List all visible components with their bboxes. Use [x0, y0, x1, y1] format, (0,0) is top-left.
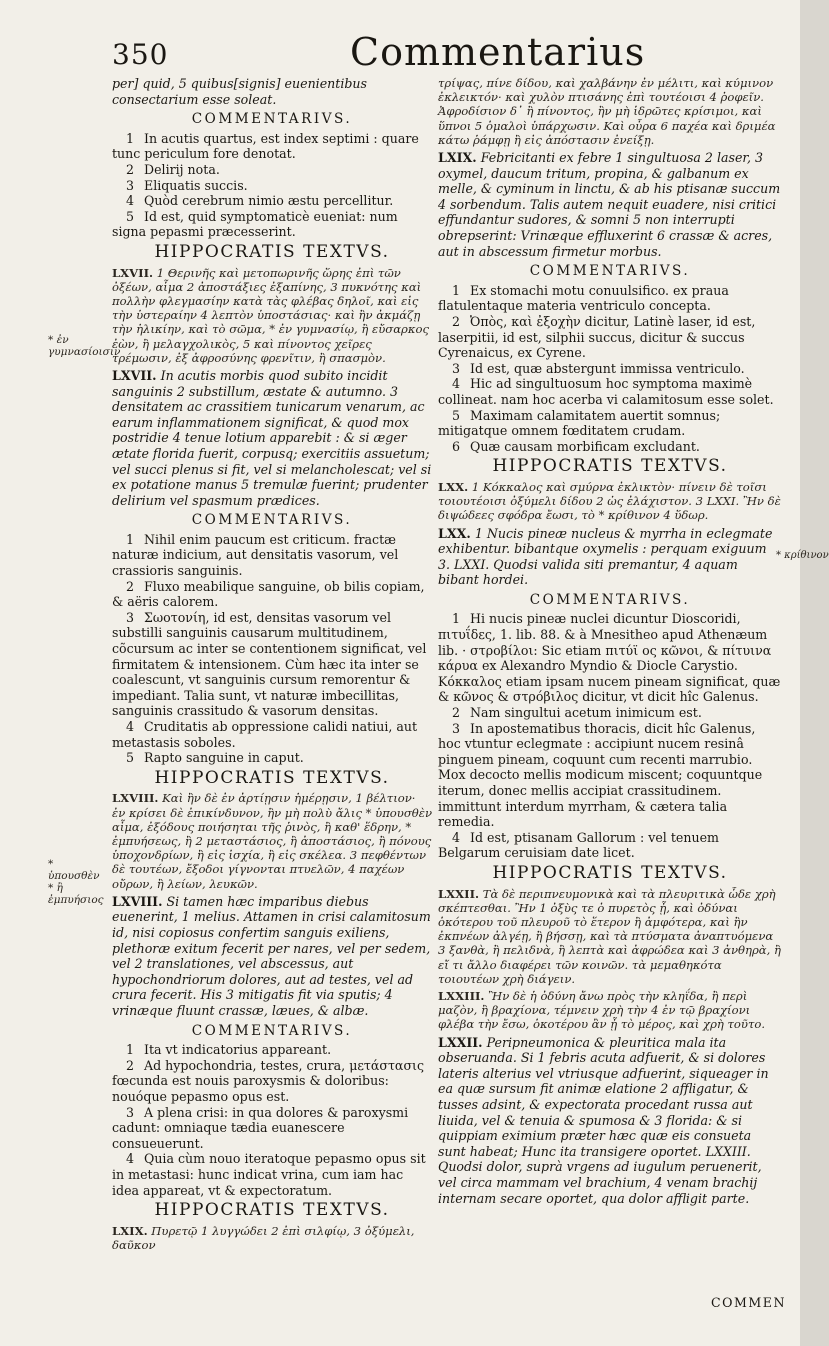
point-number: 4 — [452, 829, 461, 845]
point-text: Quæ causam morbificam excludant. — [470, 438, 700, 454]
point-text: Maximam calamitatem auertit somnus; mitigatque omnem fœditatem crudam. — [438, 407, 721, 439]
point-number: 5 — [126, 208, 135, 224]
text-heading: HIPPOCRATIS TEXTVS. — [154, 241, 390, 262]
commentary-point — [112, 610, 432, 719]
point-text: Nam singultui acetum inimicum est. — [470, 705, 702, 721]
point-text: Hi nucis pineæ nuclei dicuntur Dioscoridi, πιτυΐδες, 1. lib. 88. & à Mnesitheo apud Athenæum lib. · στροβίλοι: Sic etiam πιτύϊ ος κῶνοι, & πίτυινα κάρυα ex Alexandro Myndio & Diocle Carystio. Κόκκαλος etiam ipsam nucem pineam significat, quæ & κῶνος & στρόβιλος dicitur, vt dicit hîc Galenus. — [438, 611, 781, 705]
paragraph-text: per] quid, 5 quibus[signis] euenientibus consectarium esse soleat. — [112, 76, 367, 107]
paragraph-text: Καὶ ἢν δὲ ἐν ἀρτίῃσιν ἡμέρῃσιν, 1 βέλτιον· ἐν κρίσει δὲ ἐπικίνδυνον, ἢν μὴ πολὺ ἄλις * ὑπουσθὲν αἷμα, ἐξόδους ποιήσηται τῆς ῥινὸς, ἢ καθ' ἕδρην, * ἐμπυήσεως, ἢ 2 μεταστάσιος, ἢ ἀποστάσιος, ἢ πόνους ὑποχονδρίων, ἢ εἰς ἰσχία, ἢ εἰς σκέλεα. 3 πεφθέντων δὲ τουτέων, ἔξοδοι γίγνονται πτυελῶν, 4 παχέων οὔρων, ἢ λείων, λευκῶν. — [112, 791, 432, 891]
text-heading: HIPPOCRATIS TEXTVS. — [492, 862, 728, 883]
point-number: 2 — [126, 1057, 135, 1073]
point-number: 5 — [452, 407, 461, 423]
point-number: 1 — [126, 130, 135, 146]
section-label: LXXII. — [438, 1034, 483, 1050]
commentary-heading: COMMENTARIVS. — [191, 1022, 353, 1039]
commentary-point — [112, 1105, 432, 1152]
point-text: Ὀπὸς, καὶ ἐξοχὴν dicitur, Latinè laser, id est, laserpitii, id est, silphii succus, dicitur & succus Cyrenaicus, ex Cyrene. — [438, 313, 756, 361]
paragraph-text: τρίψας, πίνε δίδου, καὶ χαλβάνην ἐν μέλιτι, καὶ κύμινον ἐκλεικτόν· καὶ χυλὸν πτισάνης ἐπὶ τουτέοισι 4 ῥοφεῖν. Ἀφροδίσιον δ᾽ ἢ πίνοντος, ἢν μὴ ἱδρῶτες κρίσιμοι, καὶ ὕπνοι 5 ὁμαλοὶ ὑπάρχωσιν. Καὶ οὖρα 6 παχέα καὶ δριμέα κάτω ῥάμφῃ ἢ εἰς ἀπόστασιν ἐνείξῃ. — [438, 76, 776, 147]
point-text: Cruditatis ab oppressione calidi natiui, aut metastasis soboles. — [112, 719, 418, 750]
latin-paragraph — [112, 368, 432, 508]
latin-paragraph — [112, 894, 432, 1019]
spacer — [112, 107, 432, 110]
point-text: A plena crisi: in qua dolores & paroxysmi cadunt: omniaque tædia euanescere consueuerunt. — [112, 1104, 409, 1151]
point-number: 6 — [452, 438, 461, 454]
text-heading: HIPPOCRATIS TEXTVS. — [492, 456, 728, 477]
commentary-point — [438, 408, 782, 439]
commentary-point — [438, 361, 782, 377]
commentary-heading: COMMENTARIVS. — [529, 591, 691, 608]
point-number: 2 — [126, 578, 135, 594]
greek-paragraph — [112, 266, 432, 365]
point-number: 1 — [452, 611, 461, 627]
point-text: Delirij nota. — [144, 161, 220, 177]
paragraph-text: 1 Nucis pineæ nucleus & myrrha in eclegmate exhibentur. bibantque oxymelis : perquam exiguum 3. LXXI. Quodsi valida siti premantur, 4 aquam bibant hordei. — [438, 525, 773, 588]
point-text: Rapto sanguine in caput. — [144, 750, 304, 766]
point-text: Σωοτονίη, id est, densitas vasorum vel substilli sanguinis causarum multitudinem, cõcursum ac inter se contentionem significat, vel firmitatem & intensionem. Cùm hæc ita inter se coalescunt, vt sanguinis cursum remorentur & impediant. Talia sunt, vt naturæ imbecillitas, sanguinis crassitudo & vasorum densitas. — [112, 609, 427, 719]
right-column — [438, 76, 782, 1209]
margin-note-left-1: * ἐν γυμνασίοισιν — [48, 334, 121, 358]
commentary-point — [112, 193, 432, 209]
latin-paragraph — [438, 1035, 782, 1207]
point-number: 1 — [126, 531, 135, 547]
point-number: 3 — [126, 609, 135, 625]
point-text: Eliquatis succis. — [144, 177, 248, 193]
point-text: Hic ad singultuosum hoc symptoma maximè collineat. nam hoc acerba vi calamitosum esse solet. — [438, 376, 774, 407]
commentary-point — [438, 830, 782, 861]
running-title: Commentarius — [350, 30, 646, 74]
section-label: LXVII. — [112, 265, 154, 280]
point-text: In acutis quartus, est index septimi : quare tunc periculum fore denotat. — [112, 130, 419, 162]
paragraph-text: Peripneumonica & pleuritica mala ita obseruanda. Si 1 febris acuta adfuerit, & si dolores lateris alterius vel vtriusque adfuerint, siqueager in ea quæ sursum fit animæ elatione 2 affligatur, & tusses adsint, & expectorata procedant russa aut liuida, vel & tenuia & spumosa & 3 florida: & si quippiam eximium præter hæc quæ eis consueta sunt habeat; Hunc ita transigere oportet. LXXIII. Quodsi dolor, suprà vrgens ad iugulum peruenerit, vel circa mammam vel brachium, 4 venam brachij internam secare oportet, qua dolor affligit parte. — [438, 1034, 769, 1206]
point-number: 3 — [126, 1104, 135, 1120]
commentary-heading: COMMENTARIVS. — [191, 111, 353, 128]
commentary-point — [438, 611, 782, 705]
section-label: LXX. — [438, 525, 471, 541]
point-text: In apostematibus thoracis, dicit hîc Galenus, hoc vtuntur eclegmate : accipiunt nucem resinâ pinguem pineam, coquunt cum recenti marrubio. Mox decocto mellis modicum miscent; coquuntque iterum, donec mellis accipiat crassitudinem. immittunt interdum myrrham, & cætera talia remedia. — [438, 720, 763, 830]
commentary-point — [112, 1058, 432, 1105]
section-label: LXVIII. — [112, 893, 163, 909]
spacer — [438, 259, 782, 262]
commentary-point — [438, 439, 782, 455]
commentary-point — [438, 283, 782, 314]
point-number: 4 — [452, 376, 461, 392]
section-label: LXXIII. — [438, 988, 485, 1003]
point-text: Nihil enim paucum est criticum. fractæ naturæ indicium, aut densitatis vasorum, vel crassioris sanguinis. — [112, 531, 399, 579]
paragraph-text: 1 Θερινῆς καὶ μετοπωρινῆς ὥρης ἐπὶ τῶν ὀξέων, αἷμα 2 ἀποστάξιες ἐξαπίνης, 3 πυκνότης καὶ πολλὴν φλεγμασίην κατὰ τὰς φλέβας δηλοῖ, καὶ εἰς τὴν ὑστεραίην 4 λεπτὸν ὑποστάσιας· καὶ ἢν ἀκμάζῃ τὴν ἡλικίην, καὶ τὸ σῶμα, * ἐν γυμνασίῳ, ἢ εὔσαρκος ἐὼν, ἢ μελαγχολικὸς, 5 καὶ πίνοντος χεῖρες τρέμωσιν, ἐξ ἀφροσύνης φρενῖτιν, ἢ σπασμὸν. — [112, 265, 429, 365]
point-text: Ita vt indicatorius appareant. — [144, 1042, 332, 1058]
point-text: Ex stomachi motu conuulsifico. ex praua flatulentaque materia ventriculo concepta. — [438, 282, 729, 314]
page-header — [112, 30, 780, 74]
point-number: 1 — [452, 282, 461, 298]
spacer — [438, 1206, 782, 1209]
commentary-point — [112, 532, 432, 579]
section-label: LXVII. — [112, 367, 157, 383]
catchword: COMMEN — [711, 1295, 786, 1310]
paragraph-text: In acutis morbis quod subito incidit sanguinis 2 substillum, æstate & autumno. 3 densitatem ac crassitiem tunicarum venarum, ac earum inflammationem significat, & quod mox postridie 4 tenue lotium apparebit : & si æger ætate florida fuerit, corpusq; exercitiis assuetum; vel succi plenus si fit, vel si melancholescat; vel si ex potatione manus 5 tremulæ fuerint; prudenter delirium vel spasmum prædices. — [112, 367, 432, 508]
greek-paragraph — [438, 989, 782, 1032]
commentary-point — [438, 314, 782, 361]
commentary-heading: COMMENTARIVS. — [191, 512, 353, 529]
commentary-point — [112, 579, 432, 610]
greek-paragraph — [112, 791, 432, 890]
paragraph-text: Πυρετῷ 1 λυγγώδει 2 ἐπὶ σιλφίῳ, 3 ὀξύμελι, δαῦκον — [112, 1223, 415, 1252]
greek-paragraph — [112, 1224, 432, 1252]
commentary-point — [112, 209, 432, 240]
spacer — [112, 1252, 432, 1255]
point-number: 2 — [452, 705, 461, 721]
commentary-heading: COMMENTARIVS. — [529, 263, 691, 280]
point-number: 4 — [126, 719, 135, 735]
point-text: Fluxo meabilique sanguine, ob bilis copiam, & aëris calorem. — [112, 578, 425, 610]
point-number: 2 — [126, 161, 135, 177]
paragraph-text: Febricitanti ex febre 1 singultuosa 2 laser, 3 oxymel, daucum tritum, propina, & galbanum ex melle, & cyminum in linctu, & ab his ptisanæ succum 4 sorbendum. Talis autem nequit euadere, nisi critici effundantur sudores, & somni 5 non interrupti obrepserint: Vrinæque effluxerint 6 crassæ & acres, aut in abscessum firmetur morbus. — [438, 150, 781, 259]
commentary-point — [438, 376, 782, 407]
point-text: Ad hypochondria, testes, crura, μετάστασις fœcunda est nouis paroxysmis & doloribus: nouóque pepasmo opus est. — [112, 1057, 425, 1104]
point-number: 5 — [126, 750, 135, 766]
point-text: Id est, quid symptomaticè eueniat: num signa pepasmi præcesserint. — [112, 208, 398, 240]
commentary-point — [112, 1042, 432, 1058]
spacer — [112, 1019, 432, 1022]
point-text: Quia cùm nouo iteratoque pepasmo opus sit in metastasi: hunc indicat vrina, cum iam hac idea appareat, vt & expectoratum. — [112, 1151, 426, 1198]
point-text: Quòd cerebrum nimio æstu percellitur. — [144, 193, 394, 209]
section-label: LXIX. — [112, 1223, 148, 1238]
point-number: 2 — [452, 313, 461, 329]
latin-paragraph — [438, 526, 782, 588]
paragraph-text: Τὰ δὲ περιπνευμονικὰ καὶ τὰ πλευριτικὰ ὧδε χρὴ σκέπτεσθαι. Ἢν 1 ὀξὺς τε ὁ πυρετὸς ᾖ, καὶ ὀδύναι ὁκότερου τοῦ πλευροῦ τὸ ἕτερον ἢ ἀμφότερα, καὶ ἢν ἐκπνέων ἀλγέῃ, ἢ βήσσῃ, καὶ τὰ πτύσματα ἀναπτυόμενα 3 ξανθὰ, ἢ πελιδνὰ, ἢ λεπτὰ καὶ ἀφρώδεα καὶ 3 ἀνθηρὰ, ἢ εἴ τι ἄλλο διαφέρει τῶν κοινῶν. τὰ μεμαθηκότα τοιουτέων χρὴ διάγειν. — [438, 886, 781, 986]
point-text: Id est, ptisanam Gallorum : vel tenuem Belgarum ceruisiam date licet. — [438, 829, 719, 861]
paragraph-text: Ἢν δὲ ἡ ὀδύνη ἄνω πρὸς τὴν κληΐδα, ἢ περὶ μαζὸν, ἢ βραχίονα, τέμνειν χρὴ τὴν 4 ἐν τῷ βραχίονι φλέβα τὴν ἔσω, ὁκοτέρου ἂν ᾖ τὸ μέρος, καὶ χρὴ τοῦτο. — [438, 988, 766, 1032]
section-label: LXVIII. — [112, 791, 159, 806]
point-number: 4 — [126, 1151, 135, 1167]
page-number: 350 — [112, 38, 169, 71]
text-heading: HIPPOCRATIS TEXTVS. — [154, 1200, 390, 1221]
commentary-point — [112, 750, 432, 766]
commentary-point — [112, 131, 432, 162]
section-label: LXIX. — [438, 150, 477, 166]
margin-note-right-1: * κρίθινον — [776, 550, 829, 561]
paragraph-text: Si tamen hæc imparibus diebus euenerint, 1 melius. Attamen in crisi calamitosum id, nisi copiosus confertim sanguis exiliens, plethoræ exitum fecerit per nares, vel per sedem, vel 2 translationes, vel abscessus, aut hypochondriorum dolores, aut ad testes, vel ad crura fecerit. His 3 mitigatis fit via sputis; 4 vrinæque fluunt crassæ, læues, & albæ. — [112, 893, 431, 1018]
commentary-point — [112, 162, 432, 178]
paragraph-text: 1 Κόκκαλος καὶ σμύρνα ἐκλικτὸν· πίνειν δὲ τοῖσι τοιουτέοισι ὀξύμελι δίδου 2 ὡς ἐλάχιστον. 3 LXXI. Ἢν δὲ διψώδεες σφόδρα ἔωσι, τὸ * κρίθινον 4 ὕδωρ. — [438, 479, 781, 523]
latin-paragraph — [112, 76, 432, 107]
point-text: Id est, quæ abstergunt immissa ventriculo. — [470, 360, 745, 376]
commentary-point — [112, 719, 432, 750]
text-heading: HIPPOCRATIS TEXTVS. — [154, 767, 390, 788]
margin-note-left-2: * ὑπουσθὲν * ἢ ἐμπυήσιος — [48, 858, 104, 906]
section-label: LXXII. — [438, 886, 480, 901]
commentary-point — [438, 705, 782, 721]
spacer — [112, 508, 432, 511]
greek-paragraph — [438, 76, 782, 147]
spacer — [438, 588, 782, 591]
point-number: 4 — [126, 193, 135, 209]
latin-paragraph — [438, 150, 782, 259]
point-number: 1 — [126, 1042, 135, 1058]
greek-paragraph — [438, 887, 782, 986]
greek-paragraph — [438, 480, 782, 523]
section-label: LXX. — [438, 479, 469, 494]
point-number: 3 — [452, 720, 461, 736]
point-number: 3 — [452, 360, 461, 376]
left-column — [112, 76, 432, 1255]
point-number: 3 — [126, 177, 135, 193]
commentary-point — [112, 1151, 432, 1198]
commentary-point — [438, 721, 782, 830]
commentary-point — [112, 178, 432, 194]
